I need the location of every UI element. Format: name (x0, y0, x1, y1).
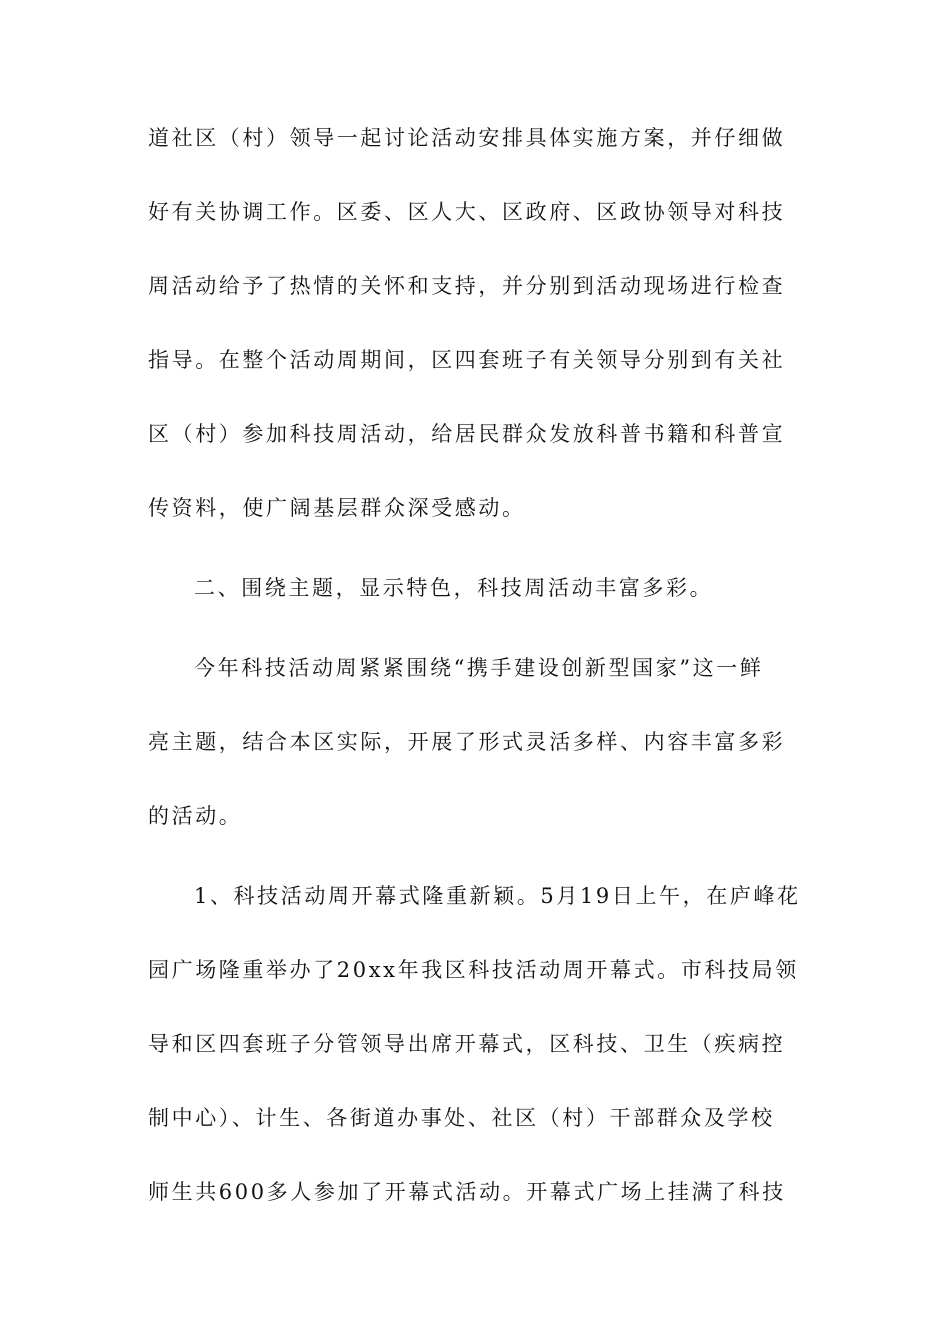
text-line: 区（村）参加科技周活动，给居民群众发放科普书籍和科普宣 (148, 422, 786, 446)
text-line: 指导。在整个活动周期间，区四套班子有关领导分别到有关社 (148, 348, 786, 372)
text-line: 园广场隆重举办了20xx年我区科技活动周开幕式。市科技局领 (148, 958, 799, 982)
text-line: 周活动给予了热情的关怀和支持，并分别到活动现场进行检查 (148, 274, 786, 298)
text-line: 导和区四套班子分管领导出席开幕式，区科技、卫生（疾病控 (148, 1032, 786, 1056)
section-heading: 二、围绕主题，显示特色，科技周活动丰富多彩。 (194, 576, 714, 600)
text-line: 师生共600多人参加了开幕式活动。开幕式广场上挂满了科技 (148, 1180, 786, 1204)
text-line: 1、科技活动周开幕式隆重新颖。5月19日上午，在庐峰花 (194, 884, 801, 908)
text-line: 的活动。 (148, 804, 243, 828)
text-line: 制中心）、计生、各街道办事处、社区（村）干部群众及学校 (148, 1106, 775, 1130)
text-line: 亮主题，结合本区实际，开展了形式灵活多样、内容丰富多彩 (148, 730, 786, 754)
text-line: 好有关协调工作。区委、区人大、区政府、区政协领导对科技 (148, 200, 786, 224)
text-line: 道社区（村）领导一起讨论活动安排具体实施方案，并仔细做 (148, 126, 786, 150)
document-body (148, 126, 806, 1204)
text-line: 今年科技活动周紧紧围绕“携手建设创新型国家”这一鲜 (194, 656, 764, 680)
text-line: 传资料，使广阔基层群众深受感动。 (148, 496, 526, 520)
